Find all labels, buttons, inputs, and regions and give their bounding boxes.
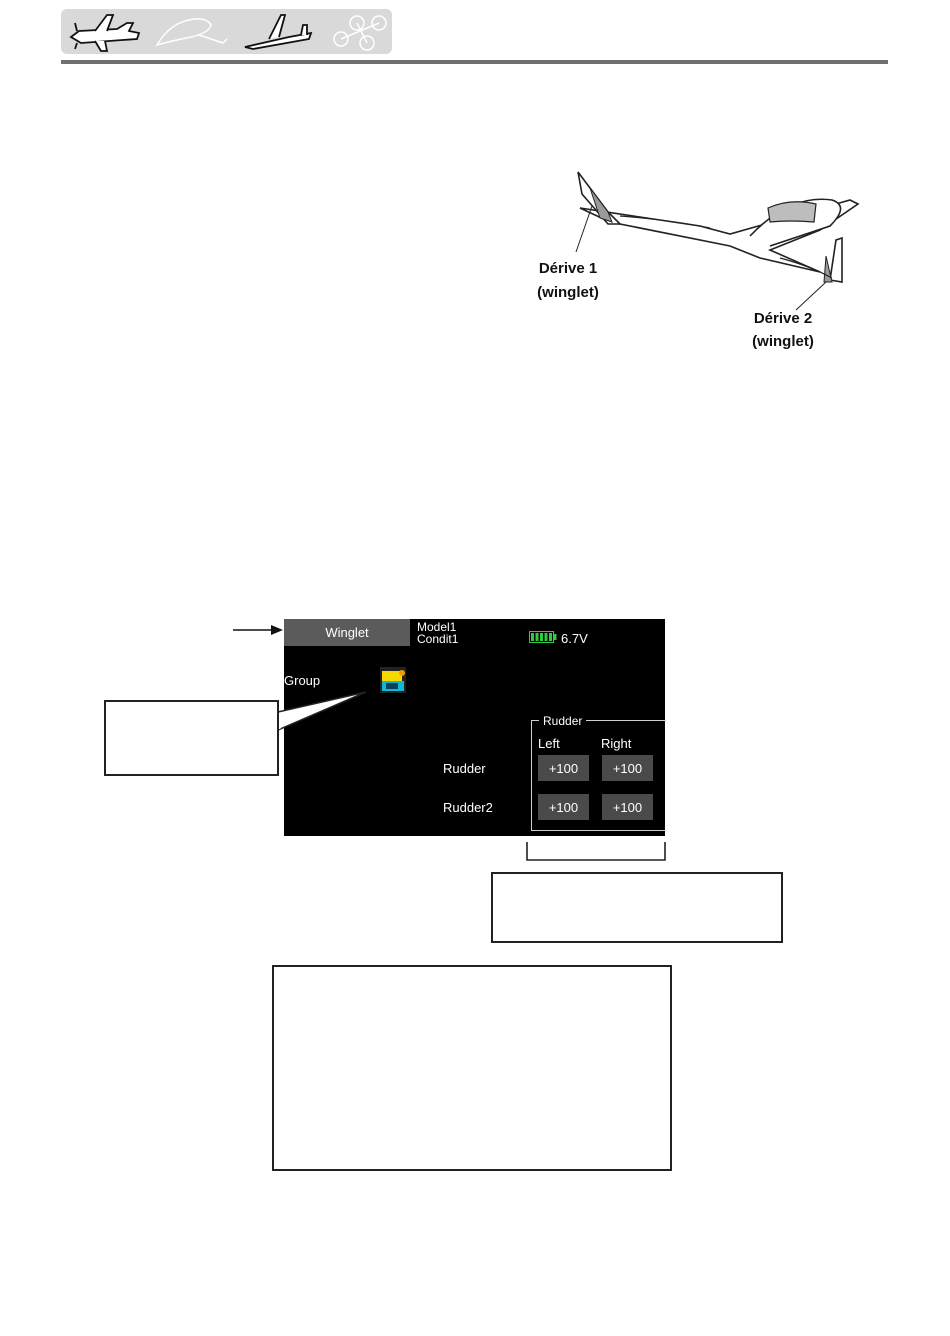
model-name: Model1 xyxy=(417,620,457,634)
arrow-right-icon xyxy=(233,622,285,638)
screen-title-tab[interactable] xyxy=(284,619,410,646)
rudder-right-rate: +100 xyxy=(612,760,643,776)
model-type-badge xyxy=(61,9,392,54)
rudder-right-rate-button[interactable] xyxy=(602,755,653,781)
rudder-left-rate-button[interactable] xyxy=(538,755,589,781)
group-label: Group xyxy=(284,673,321,688)
rudder2-left-rate-button[interactable] xyxy=(538,794,589,820)
rate-callout-box xyxy=(491,872,783,943)
group-mode-icon[interactable] xyxy=(380,667,406,693)
column-left-header: Left xyxy=(538,736,560,751)
figure-label-1-sub: (winglet) xyxy=(537,284,599,301)
rate-columns-bracket xyxy=(526,842,666,862)
glider-icon xyxy=(239,9,319,54)
figure-label-2-sub: (winglet) xyxy=(752,333,814,350)
column-right-header: Right xyxy=(601,736,632,751)
battery-voltage: 6.7V xyxy=(561,631,588,646)
rudder2-right-rate-button[interactable] xyxy=(602,794,653,820)
figure-label-1: Dérive 1 xyxy=(538,260,598,277)
header-rule xyxy=(61,60,888,64)
rudder-section-title: Rudder xyxy=(539,714,586,728)
rudder2-left-rate: +100 xyxy=(548,799,579,815)
condition-name: Condit1 xyxy=(417,632,459,646)
note-box xyxy=(272,965,672,1171)
callout-pointer xyxy=(270,690,380,740)
rudder2-right-rate: +100 xyxy=(612,799,643,815)
helicopter-icon xyxy=(151,9,231,54)
row-label-rudder: Rudder xyxy=(443,761,486,776)
airplane-icon xyxy=(67,9,147,54)
battery-icon xyxy=(529,631,557,643)
multicopter-icon xyxy=(323,9,393,54)
screen-title: Winglet xyxy=(325,625,369,640)
row-label-rudder2: Rudder2 xyxy=(443,800,493,815)
rudder-left-rate: +100 xyxy=(548,760,579,776)
figure-label-2: Dérive 2 xyxy=(753,310,813,327)
group-callout-box xyxy=(104,700,279,776)
